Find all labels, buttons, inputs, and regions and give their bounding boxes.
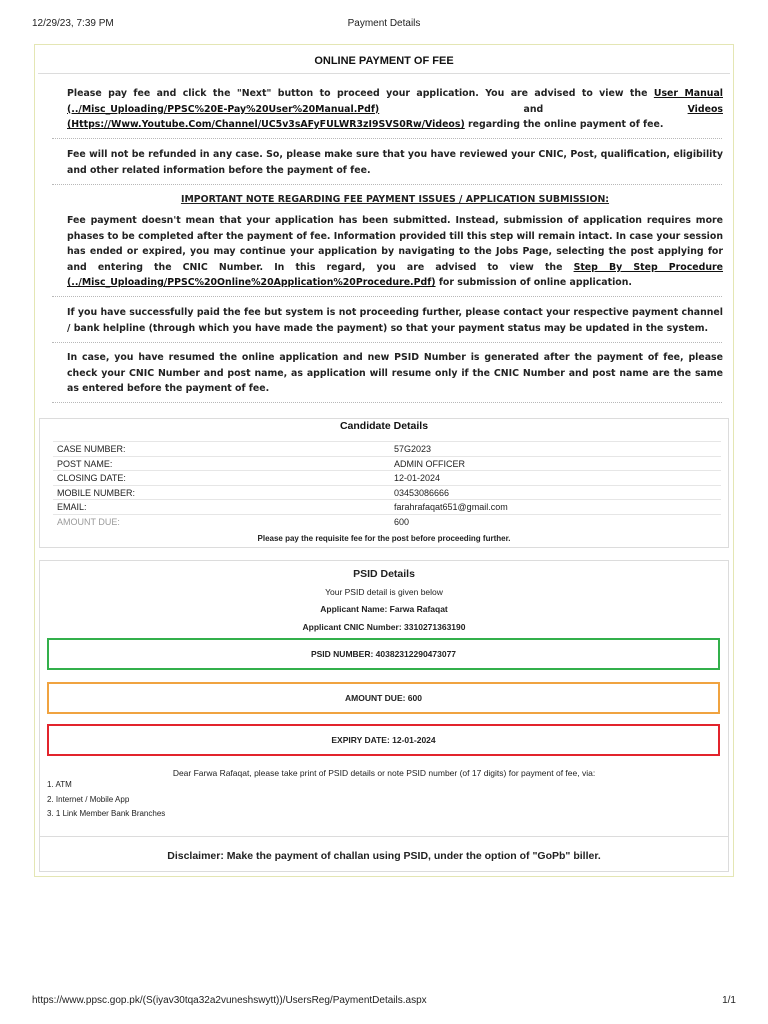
candidate-details-table [53,441,721,528]
applicant-cnic: Applicant CNIC Number: 3310271363190 [302,622,466,632]
candidate-details-title: Candidate Details [339,420,429,432]
procedure-link[interactable]: Step By Step Procedure (../Misc_Uploading/PPSC%20Online%20Application%20Procedure.Pdf) [67,261,724,288]
psid-resume-paragraph: In case, you have resumed the online application and new PSID Number is generated after the payment of fee, please check your CNIC Number and post name, as application will resume only if the CNIC Number and post name are the same as entered before the payment of fee. [67,352,723,394]
payment-method-bank: 3. 1 Link Member Bank Branches [47,809,166,818]
email-value: farahrafaqat651@gmail.com [394,502,508,512]
post-name-value: ADMIN OFFICER [394,458,465,469]
post-name-label: POST NAME: [57,458,113,469]
divider [52,402,722,403]
table-row [53,485,721,500]
print-url: https://www.ppsc.gop.pk/(S(iyav30tqa32a2vuneshswytt))/UsersReg/PaymentDetails.aspx [32,995,427,1006]
table-row [53,456,721,471]
important-note-heading: IMPORTANT NOTE REGARDING FEE PAYMENT ISSUES / APPLICATION SUBMISSION: [180,194,610,205]
submission-text-1: Fee payment doesn't mean that your application has been submitted. Instead, submission of application requires more phases to be completed after the payment of fee. Information provided till this step will remain intact. In case your session has ended or expired, you may continue your application by navigating to the Jobs Page, selecting the post applying for and entering the CNIC Number. In this regard, you are advised to view the [67,215,723,273]
intro-text-3: regarding the online payment of fee. [464,119,664,130]
email-label: EMAIL: [57,502,87,512]
applicant-name: Applicant Name: Farwa Rafaqat [320,604,448,614]
submission-paragraph [67,213,723,291]
section-title: ONLINE PAYMENT OF FEE [38,48,730,74]
mobile-number-value: 03453086666 [394,487,450,498]
disclaimer: Disclaimer: Make the payment of challan using PSID, under the option of "GoPb" biller. [39,836,729,874]
submission-text-2: for submission of online application. [435,277,632,288]
divider [52,184,722,185]
psid-number-box: PSID NUMBER: 40382312290473077 [47,638,720,670]
expiry-date-box: EXPIRY DATE: 12-01-2024 [47,724,720,756]
payment-method-internet: 2. Internet / Mobile App [47,795,130,804]
closing-date-label: CLOSING DATE: [57,473,126,483]
helpline-paragraph: If you have successfully paid the fee but system is not proceeding further, please contact your respective payment channel / bank helpline (through which you have made the payment) so that your payment status may be updated in the system. [67,307,723,334]
intro-paragraph [67,86,723,133]
psid-details-title: PSID Details [353,568,415,580]
page-number: 1/1 [722,995,736,1006]
amount-due-label: AMOUNT DUE: [57,516,120,527]
amount-due-value: 600 [394,516,410,527]
psid-subtitle: Your PSID detail is given below [325,587,443,597]
table-row [53,441,721,456]
candidate-note: Please pay the requisite fee for the post before proceeding further. [257,534,511,543]
table-row [53,514,721,529]
case-number-label: CASE NUMBER: [57,444,126,454]
divider [52,138,722,139]
print-header [32,18,736,32]
mobile-number-label: MOBILE NUMBER: [57,487,136,498]
print-page-title: Payment Details [347,18,421,29]
refund-paragraph: Fee will not be refunded in any case. So, please make sure that you have reviewed your CNIC, Post, qualification, eligibility and other related information before the payment of fee. [67,149,723,176]
user-manual-link[interactable]: User Manual (../Misc_Uploading/PPSC%20E-Pay%20User%20Manual.Pdf) [67,88,723,115]
table-row [53,499,721,514]
print-datetime: 12/29/23, 7:39 PM [32,18,114,29]
closing-date-value: 12-01-2024 [394,473,441,483]
videos-link[interactable]: Videos (Https://Www.Youtube.Com/Channel/UC5v3sAFyFULWR3zI9SVS0Rw/Videos) [67,103,723,130]
print-footer [32,995,736,1009]
intro-text-1: Please pay fee and click the "Next" button to proceed your application. You are advised to view the [67,88,654,99]
divider [52,296,722,297]
amount-due-box: AMOUNT DUE: 600 [47,682,720,714]
case-number-value: 57G2023 [394,444,432,454]
payment-instruction: Dear Farwa Rafaqat, please take print of PSID details or note PSID number (of 17 digits) for payment of fee, via: [172,768,596,778]
payment-method-atm: 1. ATM [47,780,72,789]
divider [52,342,722,343]
intro-text-2: and [379,103,688,115]
table-row [53,470,721,485]
